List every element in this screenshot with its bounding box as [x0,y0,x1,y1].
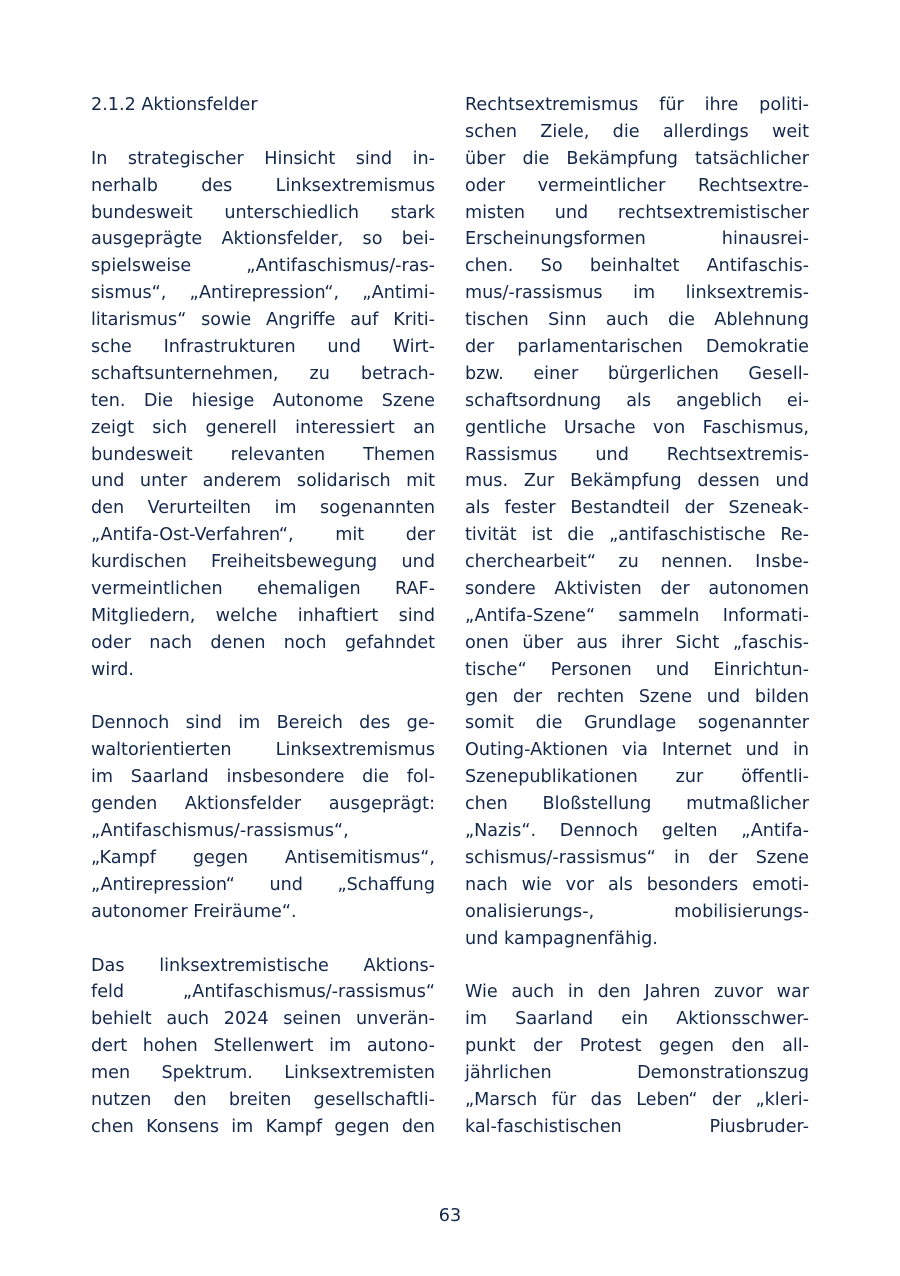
text-line: chen Konsens im Kampf gegen den [91,1116,435,1137]
text-line: mus. Zur Bekämpfung dessen und [465,471,809,492]
text-line: wird. [91,659,134,680]
text-line: „Antifaschismus/-rassismus“, [91,821,349,842]
text-line: Rassismus und Rechtsextremis- [465,444,809,465]
text-line: schen Ziele, die allerdings weit [465,121,809,142]
text-line: onen über aus ihrer Sicht „faschis- [465,632,809,653]
text-line: punkt der Protest gegen den all- [465,1036,809,1057]
left-column [91,92,435,1141]
text-line: schismus/-rassismus“ in der Szene [465,847,809,868]
text-line: „Antifa-Szene“ sammeln Informati- [465,605,809,626]
text-line: nutzen den breiten gesellschaftli- [91,1089,435,1110]
text-line: schaftsunternehmen, zu betrach- [91,363,435,384]
text-line: ausgeprägte Aktionsfelder, so bei- [91,229,435,250]
text-line: oder nach denen noch gefahndet [91,632,435,653]
text-line: über die Bekämpfung tatsächlicher [465,148,809,169]
text-line: tische“ Personen und Einrichtun- [465,659,809,680]
text-line: nach wie vor als besonders emoti- [465,874,809,895]
paragraph-gap [91,119,435,146]
text-line: tischen Sinn auch die Ablehnung [465,310,809,331]
text-line: im Saarland ein Aktionsschwer- [465,1009,809,1030]
paragraph-gap [91,684,435,711]
text-line: jährlichen Demonstrationszug [465,1063,809,1084]
text-line: „Nazis“. Dennoch gelten „Antifa- [465,821,809,842]
text-line: sche Infrastrukturen und Wirt- [91,337,435,358]
text-line: zeigt sich generell interessiert an [91,417,435,438]
paragraph [91,710,435,925]
paragraph [465,92,809,953]
text-line: im Saarland insbesondere die fol- [91,767,435,788]
paragraph [465,979,809,1140]
text-line: sondere Aktivisten der autonomen [465,579,809,600]
text-line: bzw. einer bürgerlichen Gesell- [465,363,809,384]
text-line: kurdischen Freiheitsbewegung und [91,552,435,573]
text-line: und kampagnenfähig. [465,928,658,949]
text-line: autonomer Freiräume“. [91,901,297,922]
text-line: cherchearbeit“ zu nennen. Insbe- [465,552,809,573]
text-line: behielt auch 2024 seinen unverän- [91,1009,435,1030]
text-line: misten und rechtsextremistischer [465,202,809,223]
text-line: „Antirepression“ und „Schaffung [91,874,435,895]
text-line: Szenepublikationen zur öffentli- [465,767,809,788]
text-line: waltorientierten Linksextremismus [91,740,435,761]
paragraph-gap [91,926,435,953]
text-line: somit die Grundlage sogenannter [465,713,809,734]
text-line: dert hohen Stellenwert im autono- [91,1036,435,1057]
text-line: litarismus“ sowie Angriffe auf Kriti- [91,310,435,331]
paragraph-gap [465,953,809,980]
text-line: feld „Antifaschismus/-rassismus“ [91,982,435,1003]
paragraph [91,146,435,684]
text-line: als fester Bestandteil der Szeneak- [465,498,809,519]
text-line: sismus“, „Antirepression“, „Antimi- [91,283,435,304]
right-column [465,92,809,1141]
text-line: kal-faschistischen Piusbruder- [465,1116,809,1137]
text-line: und unter anderem solidarisch mit [91,471,435,492]
text-line: bundesweit unterschiedlich stark [91,202,435,223]
text-line: tivität ist die „antifaschistische Re- [465,525,809,546]
text-line: Erscheinungsformen hinausrei- [465,229,809,250]
text-line: Wie auch in den Jahren zuvor war [465,982,809,1003]
text-line: onalisierungs-, mobilisierungs- [465,901,809,922]
text-line: Mitgliedern, welche inhaftiert sind [91,605,435,626]
text-line: den Verurteilten im sogenannten [91,498,435,519]
text-line: chen. So beinhaltet Antifaschis- [465,256,809,277]
text-line: In strategischer Hinsicht sind in- [91,148,435,169]
text-line: genden Aktionsfelder ausgeprägt: [91,794,435,815]
text-line: mus/-rassismus im linksextremis- [465,283,809,304]
text-line: men Spektrum. Linksextremisten [91,1063,435,1084]
text-line: nerhalb des Linksextremismus [91,175,435,196]
text-line: spielsweise „Antifaschismus/-ras- [91,256,435,277]
text-line: der parlamentarischen Demokratie [465,337,809,358]
text-line: oder vermeintlicher Rechtsextre- [465,175,809,196]
right-column-body [465,92,809,1141]
text-line: Das linksextremistische Aktions- [91,955,435,976]
text-line: gentliche Ursache von Faschismus, [465,417,809,438]
text-line: „Antifa-Ost-Verfahren“, mit der [91,525,435,546]
page-number: 63 [438,1206,462,1226]
text-line: chen Bloßstellung mutmaßlicher [465,794,809,815]
text-line: Outing-Aktionen via Internet und in [465,740,809,761]
paragraph [91,953,435,1141]
section-heading: 2.1.2 Aktionsfelder [91,95,258,115]
text-line: „Kampf gegen Antisemitismus“, [91,847,435,868]
text-line: ten. Die hiesige Autonome Szene [91,390,435,411]
text-line: „Marsch für das Leben“ der „kleri- [465,1089,809,1110]
left-column-body [91,146,435,1141]
text-line: bundesweit relevanten Themen [91,444,435,465]
text-line: schaftsordnung als angeblich ei- [465,390,809,411]
text-line: Dennoch sind im Bereich des ge- [91,713,435,734]
text-line: Rechtsextremismus für ihre politi- [465,95,809,115]
text-line: vermeintlichen ehemaligen RAF- [91,579,435,600]
text-line: gen der rechten Szene und bilden [465,686,809,707]
